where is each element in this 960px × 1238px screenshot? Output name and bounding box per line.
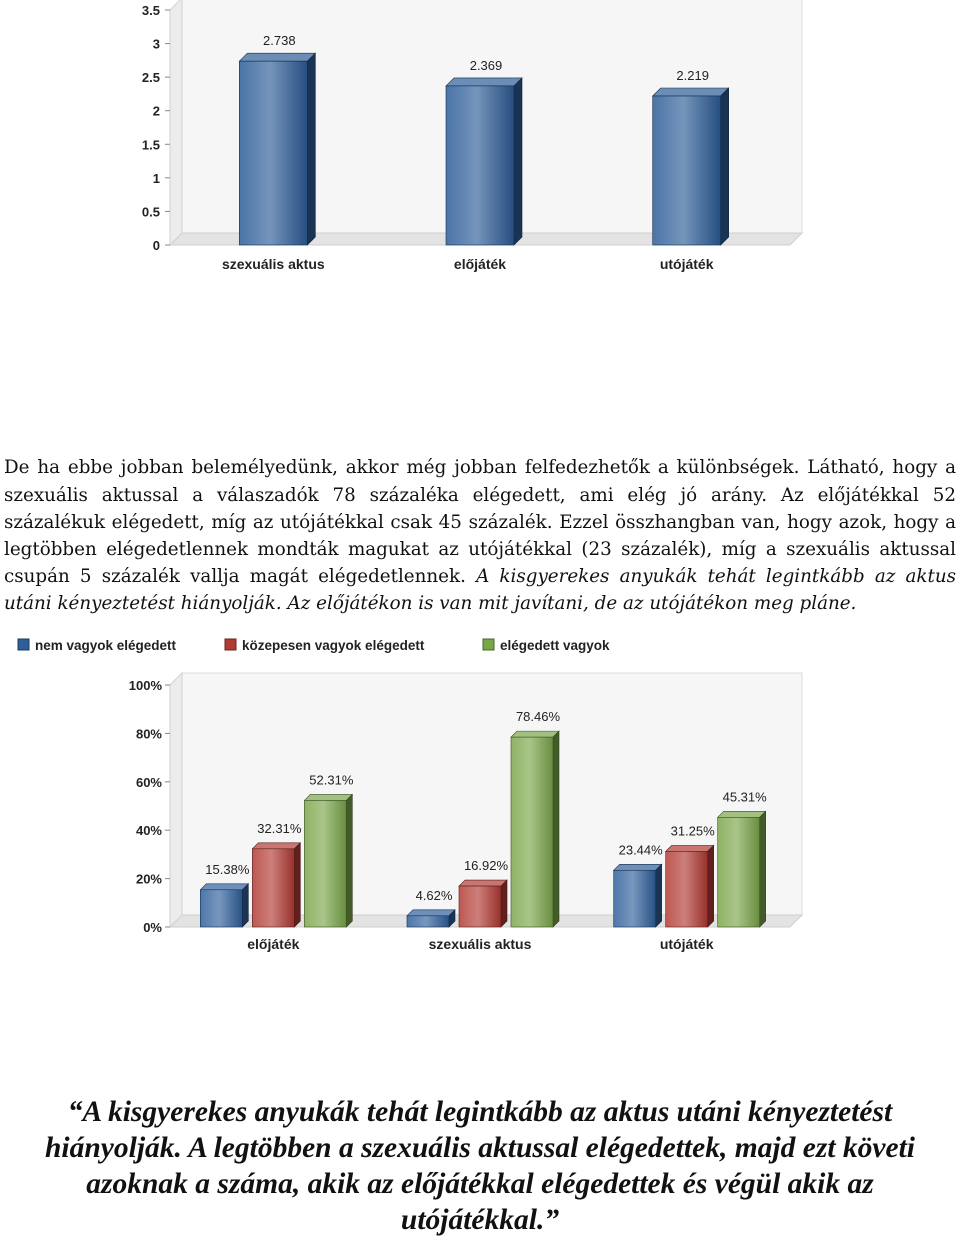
- satisfaction-distribution-chart: [0, 620, 820, 960]
- bar-0-1: [252, 843, 300, 927]
- y-tick-label: 40%: [135, 823, 162, 839]
- legend-item: [483, 638, 610, 653]
- legend-swatch: [225, 639, 236, 650]
- bar-1-2: [511, 731, 559, 927]
- bar-1: [446, 78, 522, 245]
- legend-label: elégedett vagyok: [500, 638, 610, 653]
- legend-item: [225, 638, 425, 653]
- legend-label: közepesen vagyok elégedett: [242, 638, 425, 653]
- y-tick-label: 2: [152, 103, 160, 119]
- bar-2: [653, 88, 729, 245]
- value-label: 4.62%: [415, 887, 453, 903]
- bar-2-0: [614, 864, 662, 927]
- y-tick-label: 3: [152, 36, 160, 52]
- category-label: utójáték: [659, 256, 714, 272]
- body-paragraph: [4, 454, 956, 617]
- satisfaction-average-chart: [0, 0, 820, 290]
- y-tick-label: 60%: [135, 774, 162, 790]
- value-label: 2.738: [263, 33, 296, 49]
- y-tick-label: 3.5: [141, 3, 160, 18]
- value-label: 32.31%: [257, 820, 302, 836]
- bar-0-2: [304, 794, 352, 927]
- category-label: előjáték: [453, 256, 507, 272]
- legend-label: nem vagyok elégedett: [35, 638, 177, 653]
- value-label: 15.38%: [205, 861, 250, 877]
- y-tick-label: 0.5: [141, 204, 160, 220]
- y-tick-label: 100%: [128, 678, 162, 693]
- value-label: 16.92%: [463, 858, 509, 874]
- y-tick-label: 2.5: [141, 70, 160, 86]
- legend-swatch: [483, 639, 494, 650]
- value-label: 31.25%: [670, 823, 715, 839]
- value-label: 2.369: [469, 57, 503, 73]
- y-tick-label: 0: [152, 238, 160, 253]
- value-label: 2.219: [676, 68, 709, 84]
- y-tick-label: 20%: [135, 871, 162, 887]
- y-tick-label: 1.5: [141, 137, 160, 153]
- y-tick-label: 80%: [135, 726, 162, 742]
- value-label: 45.31%: [722, 789, 767, 805]
- paragraph-italic-text: A kisgyerekes anyukák tehát legintkább az aktus utáni kényeztetést hiányolják. Az előjátékon is van mit javítani, de az utójátékon meg pláne.: [4, 566, 956, 615]
- legend-item: [18, 638, 177, 653]
- category-label: szexuális aktus: [221, 256, 325, 272]
- paragraph-text: De ha ebbe jobban belemélyedünk, akkor még jobban felfedezhetők a különbségek. Látható, hogy a szexuális aktussal a válaszadók 78 százaléka elégedett, ami elég jó arány. Az előjátékkal 52 százalékuk elégedett, míg az utójátékkal csak 45 százalék. Ezzel összhangban van, hogy azok, hogy a legtöbben elégedetlennek mondták magukat az utójátékkal (23 százalék), míg a szexuális aktussal csupán 5 százalék vallja magát elégedetlennek.: [4, 457, 956, 588]
- value-label: 52.31%: [309, 772, 354, 788]
- legend-swatch: [18, 639, 29, 650]
- bar-0: [239, 53, 315, 245]
- y-tick-label: 1: [152, 170, 160, 186]
- category-label: utójáték: [659, 936, 714, 952]
- bar-1-1: [459, 880, 507, 927]
- bar-1-0: [407, 910, 455, 927]
- category-label: előjáték: [247, 936, 300, 952]
- category-label: szexuális aktus: [428, 936, 532, 952]
- value-label: 78.46%: [515, 709, 561, 725]
- y-tick-label: 0%: [143, 920, 162, 935]
- value-label: 23.44%: [618, 842, 663, 858]
- bar-0-0: [200, 884, 248, 927]
- bar-2-1: [666, 845, 714, 927]
- bar-2-2: [718, 811, 766, 927]
- pull-quote: “A kisgyerekes anyukák tehát legintkább az aktus utáni kényeztetést hiányolják. A legtöbben a szexuális aktussal elégedettek, majd ezt követi azoknak a száma, akik az előjátékkal elégedettek és végül akik az utójátékkal.”: [45, 1095, 915, 1236]
